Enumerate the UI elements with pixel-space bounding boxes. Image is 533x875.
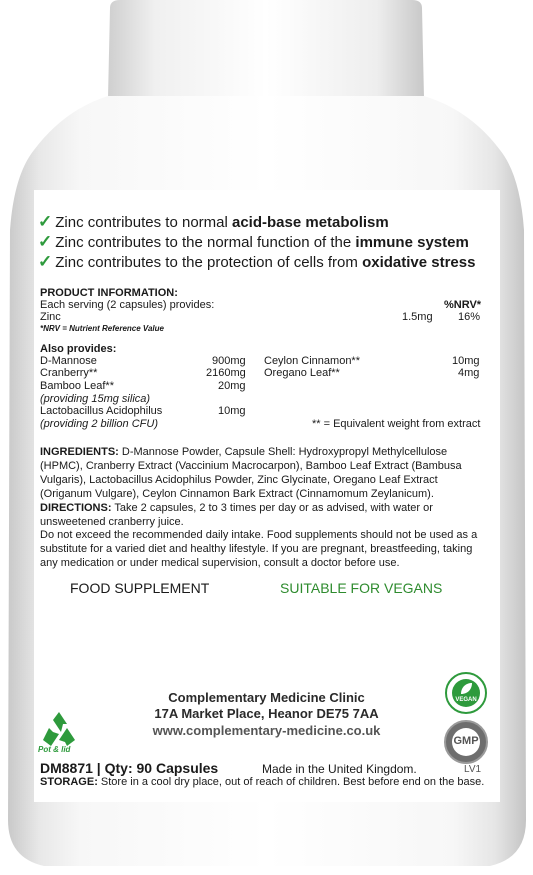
nutrient-name: Cranberry**	[40, 367, 98, 379]
suitable-for-vegans-text: SUITABLE FOR VEGANS	[280, 580, 443, 596]
health-claim	[38, 252, 475, 272]
claim-bold-text: immune system	[355, 234, 469, 251]
company-name: Complementary Medicine Clinic	[168, 690, 365, 705]
recycle-label: Pot & lid	[38, 745, 71, 754]
vegan-badge	[445, 672, 487, 714]
storage-line	[40, 776, 484, 788]
version-code: LV1	[464, 764, 482, 775]
ingredients-label: INGREDIENTS:	[40, 446, 119, 458]
also-provides-heading: Also provides:	[40, 343, 117, 355]
food-supplement-text: FOOD SUPPLEMENT	[70, 580, 210, 596]
directions-block	[40, 501, 490, 529]
nutrient-name: Lactobacillus Acidophilus	[40, 405, 163, 417]
nrv-header: %NRV*	[444, 299, 482, 311]
claim-text: Zinc contributes to the normal function of the	[55, 234, 356, 251]
zinc-amount: 1.5mg	[402, 311, 433, 323]
nutrient-amount: 2160mg	[206, 367, 246, 379]
warning-text: Do not exceed the recommended daily intake. Food supplements should not be used as a substitute for a varied diet and healthy lifestyle. If you are pregnant, breastfeeding, taking any medication or under medical supervision, consult a doctor before use.	[40, 529, 478, 569]
nutrient-note: (providing 2 billion CFU)	[40, 418, 158, 430]
nutrient-amount: 4mg	[458, 367, 480, 379]
nutrient-amount: 900mg	[212, 355, 246, 367]
health-claim	[38, 212, 389, 232]
storage-label: STORAGE:	[40, 776, 98, 788]
nrv-note: *NRV = Nutrient Reference Value	[40, 324, 164, 333]
zinc-nrv: 16%	[458, 311, 481, 323]
bottle-cap	[108, 0, 424, 98]
nutrient-note: (providing 15mg silica)	[40, 393, 151, 405]
check-icon: ✓	[38, 252, 53, 271]
storage-text: Store in a cool dry place, out of reach of children. Best before end on the base.	[97, 776, 485, 788]
claim-bold-text: oxidative stress	[362, 254, 476, 271]
product-code: DM8871 | Qty: 90 Capsules	[40, 760, 219, 776]
nutrient-amount: 10mg	[452, 355, 480, 367]
health-claim	[38, 232, 469, 252]
nutrient-name: Bamboo Leaf**	[40, 380, 114, 392]
claim-text: Zinc contributes to the protection of cells from	[55, 254, 363, 271]
company-website: www.complementary-medicine.co.uk	[152, 723, 381, 738]
nutrient-name: Oregano Leaf**	[264, 367, 340, 379]
nutrient-amount: 20mg	[218, 380, 246, 392]
made-in-text: Made in the United Kingdom.	[262, 762, 417, 776]
extract-footnote: ** = Equivalent weight from extract	[312, 418, 481, 430]
claim-bold-text: acid-base metabolism	[232, 214, 389, 231]
serving-text: Each serving (2 capsules) provides:	[40, 299, 215, 311]
nutrient-name: D-Mannose	[40, 355, 97, 367]
zinc-name: Zinc	[40, 311, 61, 323]
gmp-badge-text: GMP	[453, 735, 479, 747]
ingredients-block	[40, 445, 490, 501]
claim-text: Zinc contributes to normal	[55, 214, 232, 231]
leaf-icon	[458, 681, 474, 697]
directions-label: DIRECTIONS:	[40, 502, 112, 514]
directions-text: Take 2 capsules, 2 to 3 times per day or as advised, with water or unsweetened cranberry juice.	[40, 502, 433, 528]
company-address: 17A Market Place, Heanor DE75 7AA	[154, 706, 379, 721]
check-icon: ✓	[38, 212, 53, 231]
vegan-badge-text: VEGAN	[455, 697, 477, 703]
gmp-badge	[444, 720, 488, 764]
product-info-heading: PRODUCT INFORMATION:	[40, 287, 178, 299]
nutrient-name: Ceylon Cinnamon**	[264, 355, 360, 367]
ingredients-text: D-Mannose Powder, Capsule Shell: Hydroxypropyl Methylcellulose (HPMC), Cranberry Extract (Vaccinium Macrocarpon), Bamboo Leaf Extract (Bambusa Vulgaris), Lactobacillus Acidophilus Powder, Zinc Glycinate, Oregano Leaf Extract (Origanum Vulgare), Ceylon Cinnamon Bark Extract (Cinnamomum Zeylanicum).	[40, 446, 462, 500]
check-icon: ✓	[38, 232, 53, 251]
nutrient-amount: 10mg	[218, 405, 246, 417]
